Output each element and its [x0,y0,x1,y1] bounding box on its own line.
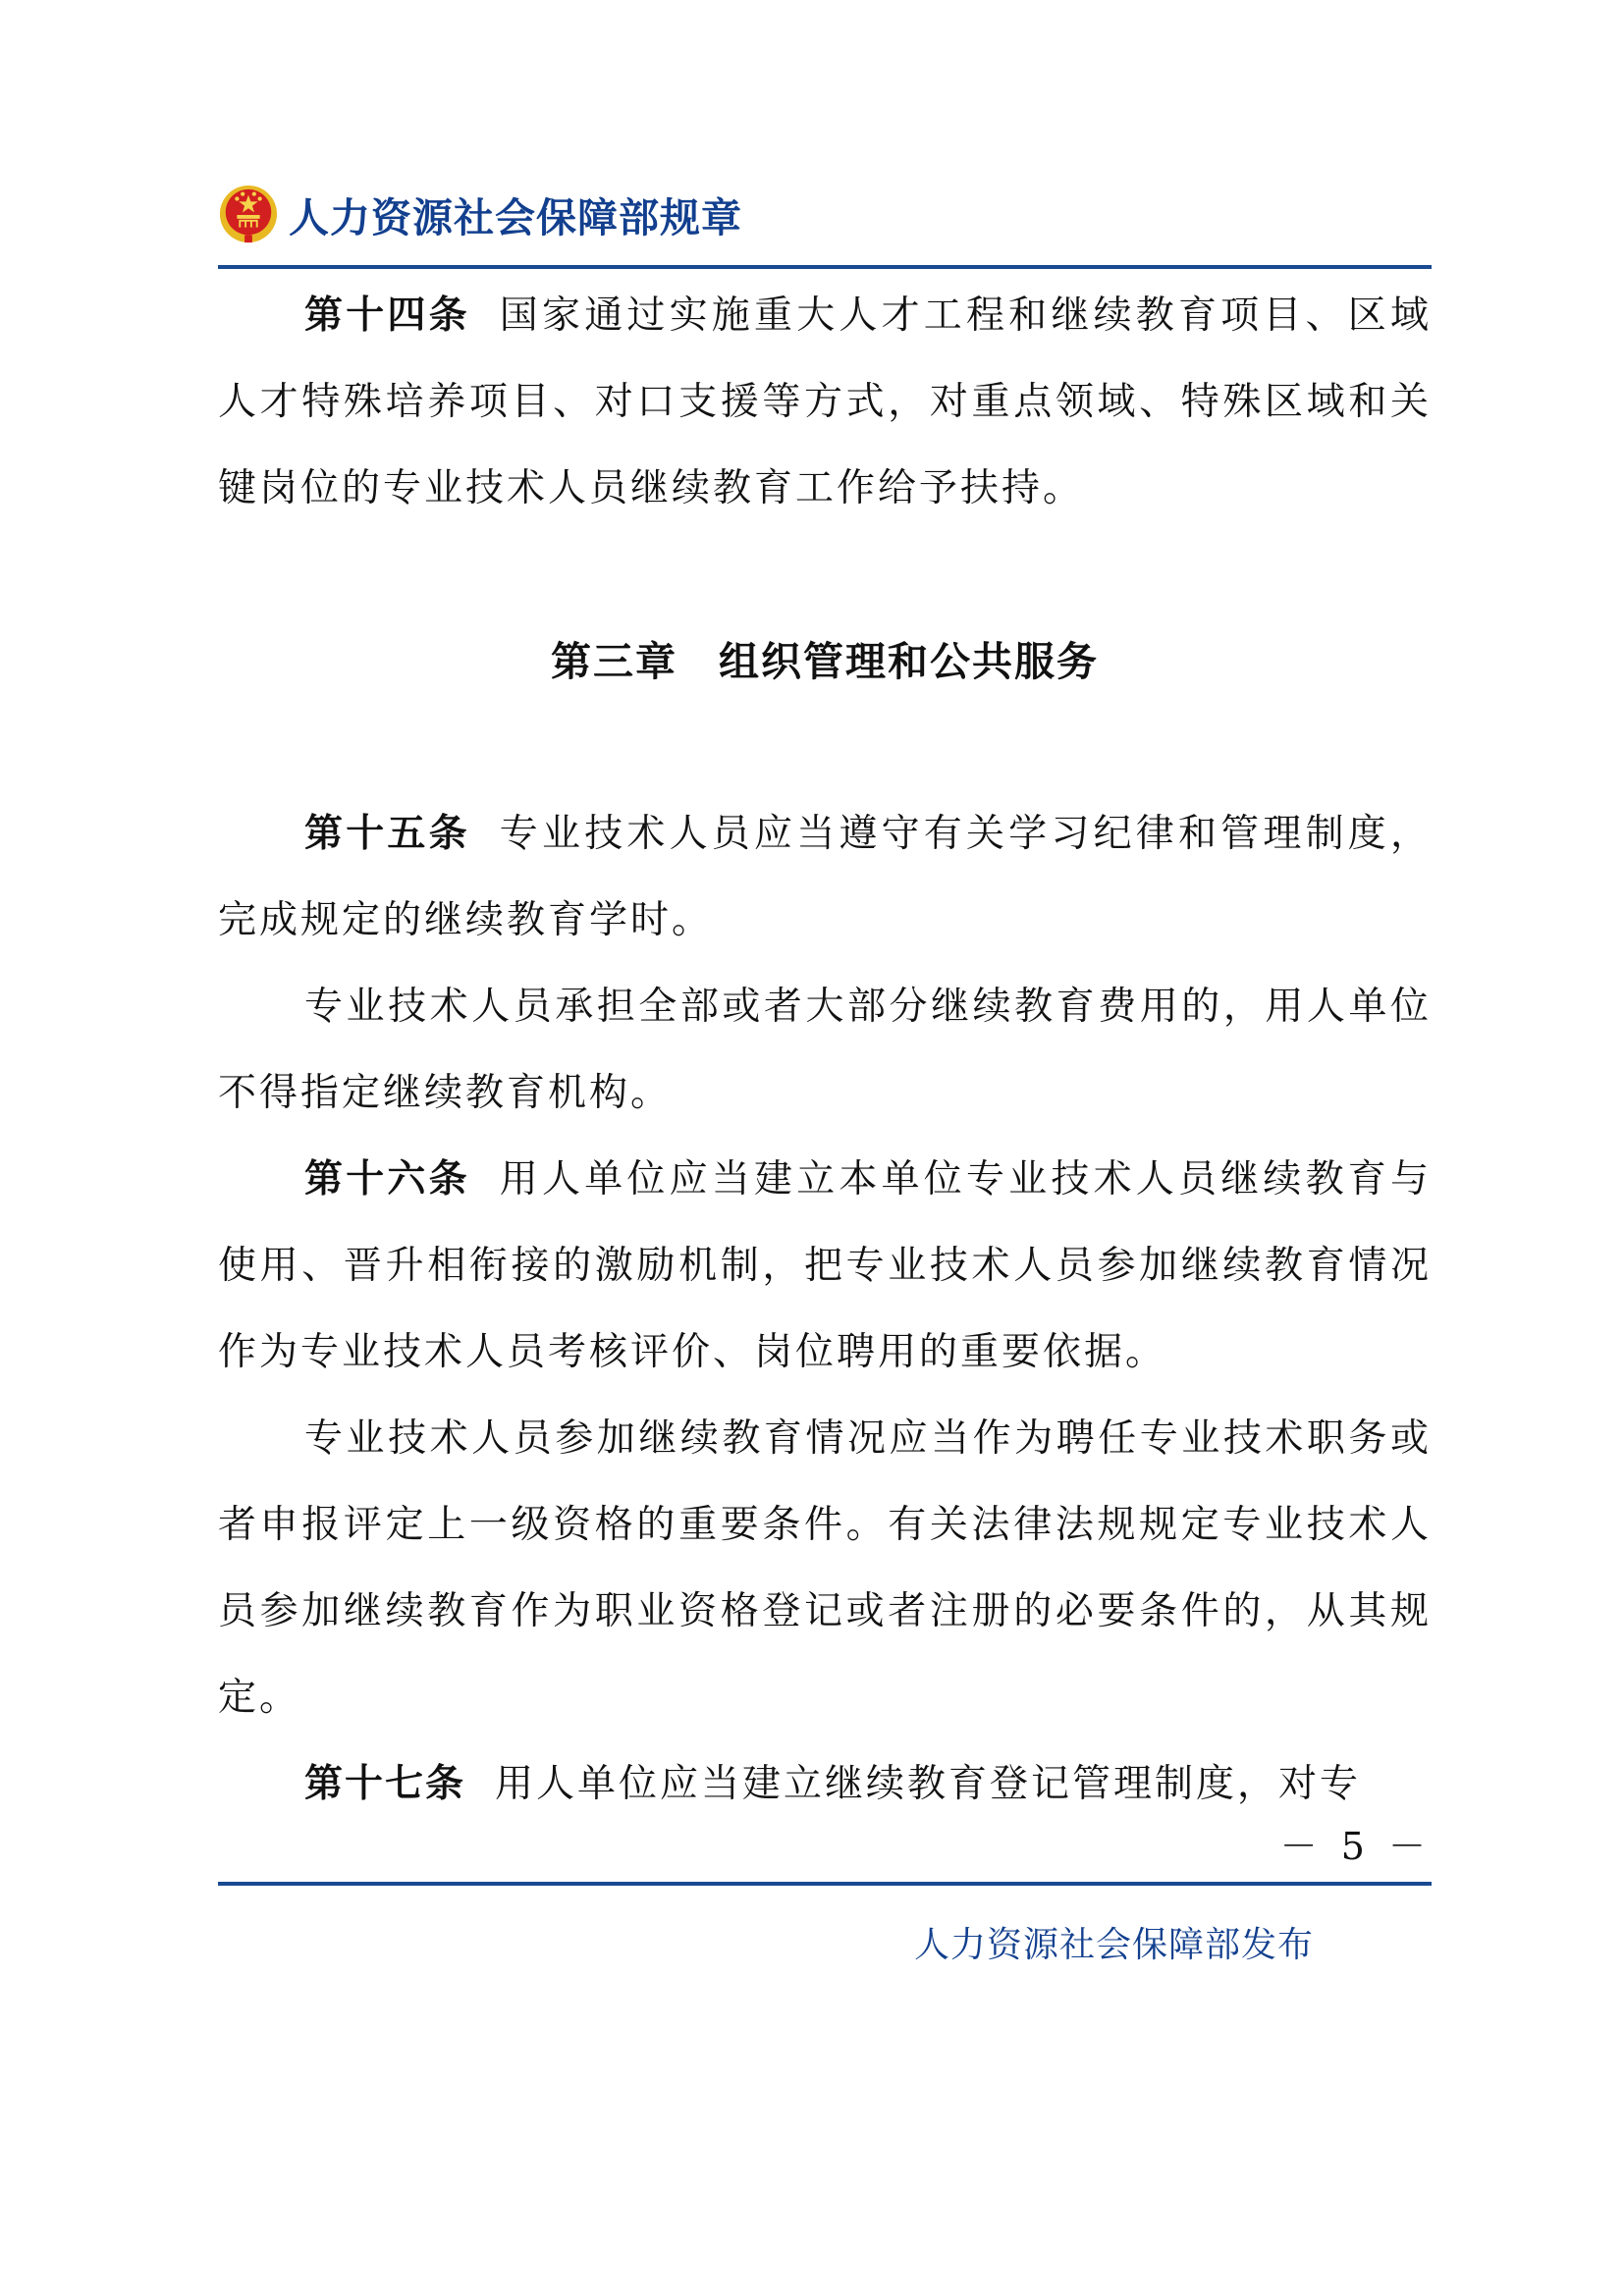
article-17-paragraph [218,1741,1432,1828]
article-text: 用人单位应当建立继续教育登记管理制度，对专 [495,1762,1362,1806]
header-title: 人力资源社会保障部规章 [289,193,742,241]
article-16-paragraph-2 [218,1396,1432,1741]
article-text: 专业技术人员参加继续教育情况应当作为聘任专业技术职务或者申报评定上一级资格的重要条件。有关法律法规规定专业技术人员参加继续教育作为职业资格登记或者注册的必要条件的，从其规定。 [218,1416,1432,1720]
article-heading: 第十七条 [304,1762,466,1806]
page-header [218,175,742,253]
article-text: 用人单位应当建立本单位专业技术人员继续教育与使用、晋升相衔接的激励机制，把专业技术人员参加继续教育情况作为专业技术人员考核评价、岗位聘用的重要依据。 [218,1157,1432,1374]
article-heading: 第十四条 [304,294,470,338]
national-emblem-icon [218,184,279,244]
article-text: 国家通过实施重大人才工程和继续教育项目、区域人才特殊培养项目、对口支援等方式，对重点领域、特殊区域和关键岗位的专业技术人员继续教育工作给予扶持。 [218,294,1432,510]
footer-rule [218,1882,1432,1886]
chapter-number: 第三章 [551,638,677,685]
article-15-paragraph [218,791,1432,964]
chapter-title: 组织管理和公共服务 [719,638,1099,685]
article-heading: 第十六条 [304,1157,470,1201]
footer-publisher: 人力资源社会保障部发布 [913,1925,1314,1965]
article-15-paragraph-2 [218,964,1432,1137]
article-14-paragraph [218,273,1432,532]
article-text: 专业技术人员应当遵守有关学习纪律和管理制度，完成规定的继续教育学时。 [218,812,1432,942]
article-heading: 第十五条 [304,812,470,856]
article-16-paragraph [218,1137,1432,1396]
document-body [218,273,1432,1828]
chapter-heading [218,532,1432,791]
page-number: － 5 － [1279,1825,1432,1868]
article-text: 专业技术人员承担全部或者大部分继续教育费用的，用人单位不得指定继续教育机构。 [218,985,1432,1115]
header-rule [218,265,1432,269]
